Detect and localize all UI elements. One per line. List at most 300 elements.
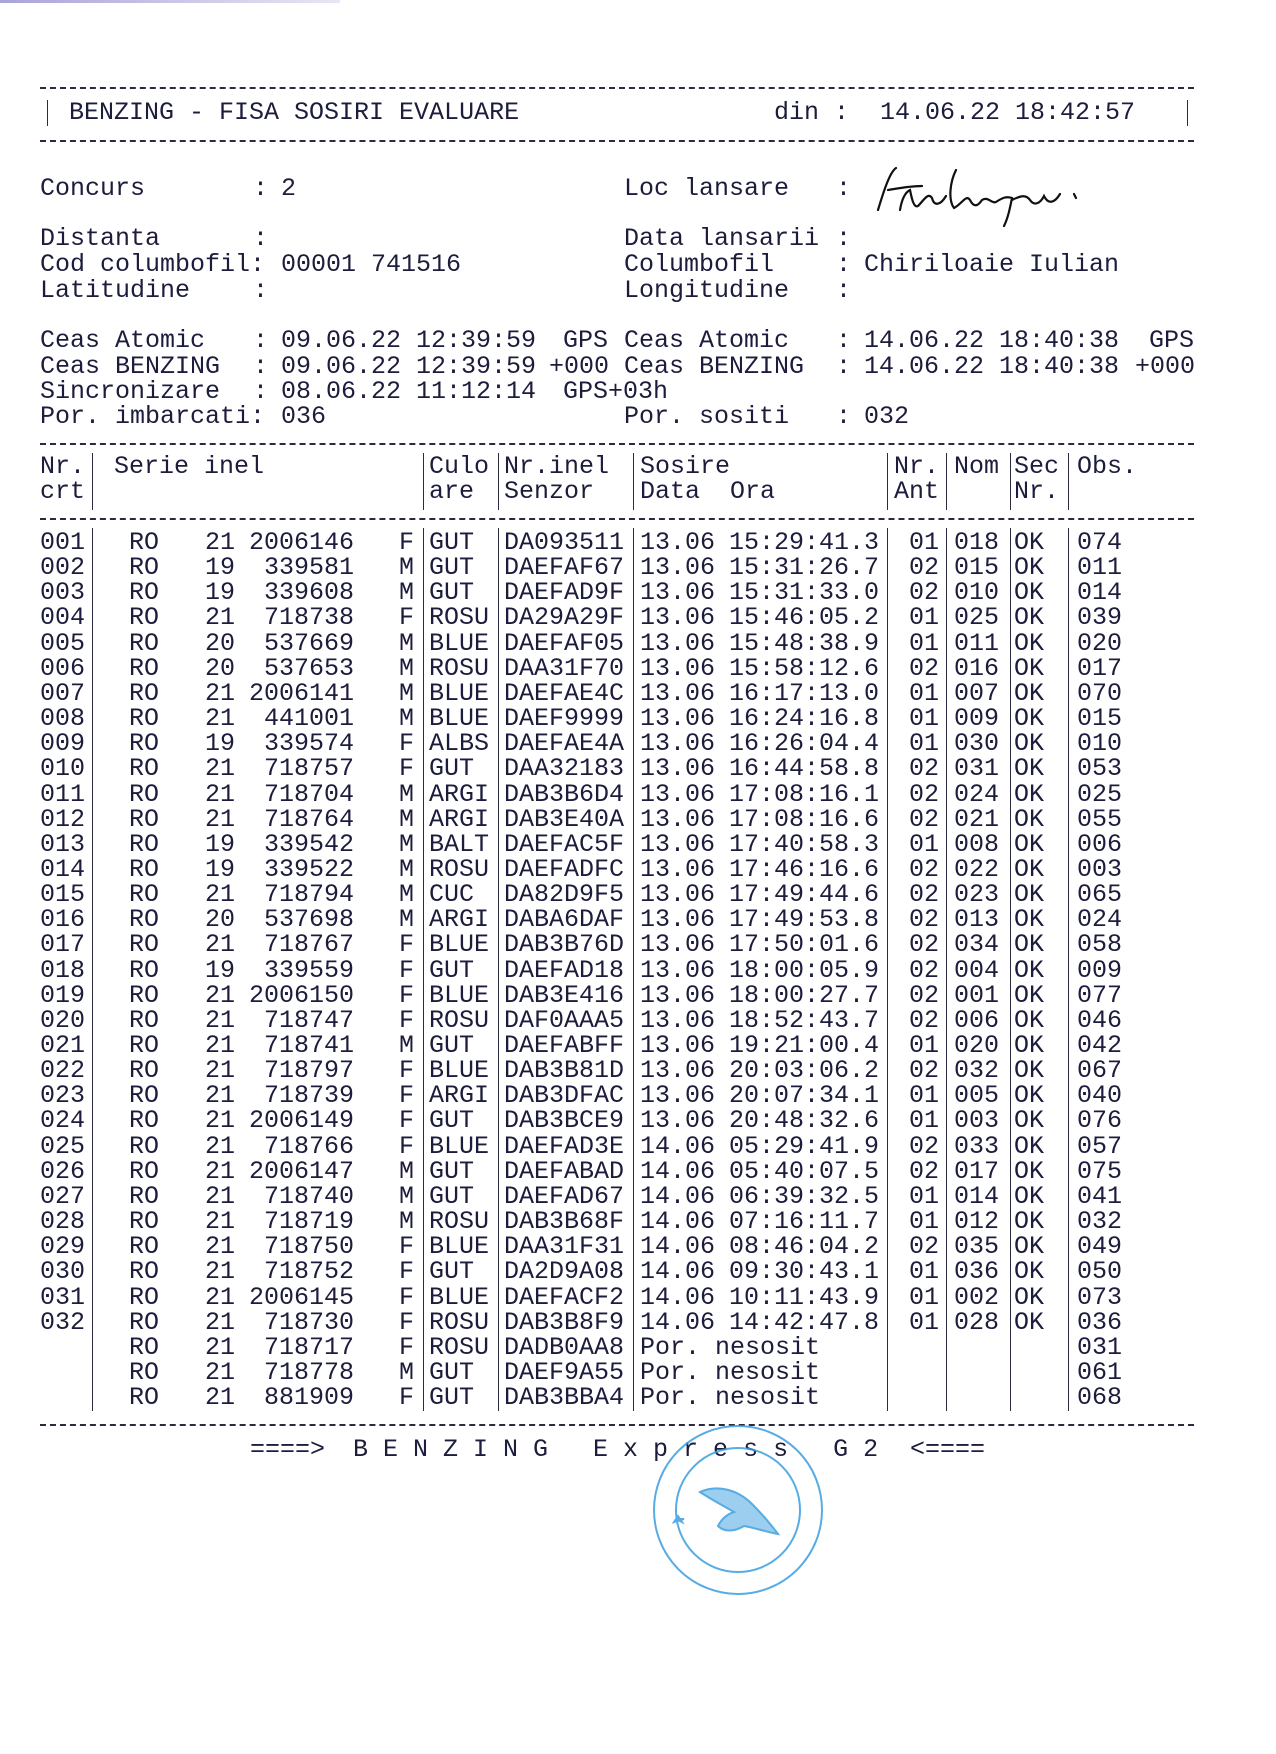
cell-arrival-date: Por. nesosit bbox=[640, 1383, 821, 1413]
divider bbox=[40, 87, 1194, 89]
por-sositi-label: Por. sositi bbox=[624, 402, 790, 431]
column-rule bbox=[92, 528, 93, 1411]
cell-sex: F bbox=[399, 1081, 415, 1111]
cell-year: 21 bbox=[205, 880, 236, 910]
cell-country: RO bbox=[129, 1056, 160, 1086]
colon: : bbox=[836, 352, 852, 381]
cell-nom: 002 bbox=[954, 1282, 1000, 1312]
cell-ring-number: 537698 bbox=[263, 905, 354, 935]
cell-country: RO bbox=[129, 729, 160, 759]
divider bbox=[40, 140, 1194, 142]
cell-nr-crt: 019 bbox=[40, 980, 86, 1010]
cell-nr-crt: 010 bbox=[40, 754, 86, 784]
cell-year: 21 bbox=[205, 1332, 236, 1362]
cell-arrival-date: 13.06 bbox=[640, 704, 716, 734]
cell-nr-ant: 01 bbox=[909, 528, 940, 557]
cell-color: GUT bbox=[429, 578, 475, 608]
cell-country: RO bbox=[129, 704, 160, 734]
cell-arrival-time: 15:29:41.3 bbox=[729, 528, 880, 557]
ceas-benzing-start: 09.06.22 12:39:59 bbox=[281, 352, 537, 381]
colon: : bbox=[836, 224, 852, 253]
cell-arrival-date: 13.06 bbox=[640, 1081, 716, 1111]
cell-arrival-time: 17:49:53.8 bbox=[729, 905, 880, 935]
cell-country: RO bbox=[129, 804, 160, 834]
cell-nr-ant: 02 bbox=[909, 1131, 940, 1161]
ceas-benzing-label: Ceas BENZING bbox=[40, 352, 221, 381]
cell-nr-ant: 01 bbox=[909, 1207, 940, 1237]
cell-arrival-time: 17:46:16.6 bbox=[729, 854, 880, 884]
cell-sec-nr: OK bbox=[1014, 829, 1045, 859]
cell-sensor-ring: DAB3B8F9 bbox=[504, 1307, 625, 1337]
cell-sec-nr: OK bbox=[1014, 1207, 1045, 1237]
cell-obs: 036 bbox=[1077, 1307, 1123, 1337]
sincronizare-suffix: GPS+03h bbox=[563, 377, 669, 406]
divider bbox=[40, 518, 1194, 520]
cell-color: ROSU bbox=[429, 603, 490, 633]
cell-sec-nr: OK bbox=[1014, 653, 1045, 683]
cell-ring-number: 339522 bbox=[263, 854, 354, 884]
cell-sensor-ring: DA29A29F bbox=[504, 603, 625, 633]
cell-color: ALBS bbox=[429, 729, 490, 759]
cell-arrival-time: 17:08:16.6 bbox=[729, 804, 880, 834]
box-edge-right bbox=[1187, 100, 1188, 126]
columbofil-label: Columbofil bbox=[624, 250, 775, 279]
cell-arrival-date: 13.06 bbox=[640, 729, 716, 759]
cell-nr-ant: 01 bbox=[909, 1282, 940, 1312]
cell-nr-crt: 008 bbox=[40, 704, 86, 734]
cell-country: RO bbox=[129, 1257, 160, 1287]
column-rule bbox=[1068, 528, 1069, 1411]
cell-obs: 057 bbox=[1077, 1131, 1123, 1161]
cell-year: 21 bbox=[205, 1207, 236, 1237]
cell-nom: 004 bbox=[954, 955, 1000, 985]
cell-arrival-date: 13.06 bbox=[640, 854, 716, 884]
cell-country: RO bbox=[129, 1156, 160, 1186]
cell-obs: 011 bbox=[1077, 553, 1123, 583]
col-header-nr-inel: Nr.inel bbox=[504, 452, 610, 481]
cell-sec-nr: OK bbox=[1014, 678, 1045, 708]
cell-sensor-ring: DAB3B81D bbox=[504, 1056, 625, 1086]
footer-arrow-left: ====> bbox=[250, 1435, 326, 1464]
cell-year: 21 bbox=[205, 1031, 236, 1060]
cell-ring-number: 718752 bbox=[263, 1257, 354, 1287]
cell-nr-ant: 02 bbox=[909, 578, 940, 608]
cell-color: GUT bbox=[429, 1383, 475, 1413]
ceas-benzing-end-suffix: +000 bbox=[1135, 352, 1196, 381]
cell-country: RO bbox=[129, 528, 160, 557]
por-imbarcati-value: 036 bbox=[281, 402, 327, 431]
cell-obs: 042 bbox=[1077, 1031, 1123, 1060]
cell-sex: F bbox=[399, 729, 415, 759]
cell-arrival-time: 15:48:38.9 bbox=[729, 628, 880, 658]
cell-obs: 065 bbox=[1077, 880, 1123, 910]
column-rule bbox=[946, 453, 947, 510]
cell-country: RO bbox=[129, 578, 160, 608]
cell-nom: 025 bbox=[954, 603, 1000, 633]
cell-sex: M bbox=[399, 553, 415, 583]
cell-country: RO bbox=[129, 955, 160, 985]
cell-arrival-date: 13.06 bbox=[640, 628, 716, 658]
cell-ring-number: 339542 bbox=[263, 829, 354, 859]
cell-ring-number: 718757 bbox=[263, 754, 354, 784]
cell-ring-number: 441001 bbox=[263, 704, 354, 734]
cell-nom: 005 bbox=[954, 1081, 1000, 1111]
cell-sex: M bbox=[399, 880, 415, 910]
cell-sex: M bbox=[399, 829, 415, 859]
cell-sensor-ring: DA82D9F5 bbox=[504, 880, 625, 910]
cell-ring-number: 2006145 bbox=[248, 1282, 354, 1312]
cell-sex: F bbox=[399, 1257, 415, 1287]
cell-color: ARGI bbox=[429, 804, 490, 834]
cell-sensor-ring: DAEFAD3E bbox=[504, 1131, 625, 1161]
cell-arrival-time: 05:29:41.9 bbox=[729, 1131, 880, 1161]
cell-sex: M bbox=[399, 678, 415, 708]
cell-sensor-ring: DAEFACF2 bbox=[504, 1282, 625, 1312]
cell-sensor-ring: DAEFAD18 bbox=[504, 955, 625, 985]
cell-nr-ant: 02 bbox=[909, 779, 940, 809]
cell-nr-ant: 02 bbox=[909, 880, 940, 910]
cell-color: GUT bbox=[429, 1257, 475, 1287]
cell-arrival-date: 13.06 bbox=[640, 678, 716, 708]
sincronizare-label: Sincronizare bbox=[40, 377, 221, 406]
cell-year: 19 bbox=[205, 854, 236, 884]
cell-ring-number: 718704 bbox=[263, 779, 354, 809]
cell-color: GUT bbox=[429, 553, 475, 583]
cell-color: ROSU bbox=[429, 854, 490, 884]
cell-country: RO bbox=[129, 553, 160, 583]
cell-sensor-ring: DAEFABAD bbox=[504, 1156, 625, 1186]
cell-nr-crt: 021 bbox=[40, 1031, 86, 1060]
col-header-nr-ant-2: Ant bbox=[894, 477, 940, 506]
cell-color: ARGI bbox=[429, 779, 490, 809]
colon: : bbox=[836, 276, 852, 305]
cell-nr-crt: 024 bbox=[40, 1106, 86, 1136]
column-rule bbox=[498, 528, 499, 1411]
column-rule bbox=[1010, 528, 1011, 1411]
cell-arrival-date: 14.06 bbox=[640, 1156, 716, 1186]
colon: : bbox=[836, 250, 852, 279]
cell-obs: 055 bbox=[1077, 804, 1123, 834]
ceas-benzing-end: 14.06.22 18:40:38 bbox=[864, 352, 1120, 381]
cell-year: 19 bbox=[205, 578, 236, 608]
cell-country: RO bbox=[129, 880, 160, 910]
cell-sec-nr: OK bbox=[1014, 1181, 1045, 1211]
cell-year: 20 bbox=[205, 628, 236, 658]
cell-nom: 007 bbox=[954, 678, 1000, 708]
cell-arrival-time: 14:42:47.8 bbox=[729, 1307, 880, 1337]
cell-ring-number: 339581 bbox=[263, 553, 354, 583]
cell-nr-crt: 011 bbox=[40, 779, 86, 809]
ceas-atomic-label-right: Ceas Atomic bbox=[624, 326, 790, 355]
cell-sensor-ring: DAEFAF67 bbox=[504, 553, 625, 583]
ceas-atomic-label: Ceas Atomic bbox=[40, 326, 206, 355]
cell-obs: 049 bbox=[1077, 1232, 1123, 1262]
cell-obs: 070 bbox=[1077, 678, 1123, 708]
cell-nom: 016 bbox=[954, 653, 1000, 683]
cell-nr-ant: 01 bbox=[909, 1081, 940, 1111]
cell-ring-number: 718766 bbox=[263, 1131, 354, 1161]
cell-year: 19 bbox=[205, 955, 236, 985]
cell-nr-ant: 01 bbox=[909, 729, 940, 759]
cell-sec-nr: OK bbox=[1014, 804, 1045, 834]
cell-arrival-time: 15:31:33.0 bbox=[729, 578, 880, 608]
cell-ring-number: 718739 bbox=[263, 1081, 354, 1111]
cell-nr-crt: 006 bbox=[40, 653, 86, 683]
cell-sensor-ring: DABA6DAF bbox=[504, 905, 625, 935]
cell-nom: 020 bbox=[954, 1031, 1000, 1060]
cell-nr-ant: 01 bbox=[909, 628, 940, 658]
cell-nr-crt: 017 bbox=[40, 930, 86, 960]
cell-obs: 041 bbox=[1077, 1181, 1123, 1211]
cell-sensor-ring: DAB3B68F bbox=[504, 1207, 625, 1237]
cell-color: ARGI bbox=[429, 1081, 490, 1111]
cell-arrival-date: 13.06 bbox=[640, 880, 716, 910]
cell-arrival-time: 17:08:16.1 bbox=[729, 779, 880, 809]
cell-obs: 073 bbox=[1077, 1282, 1123, 1312]
cell-nom: 023 bbox=[954, 880, 1000, 910]
cell-country: RO bbox=[129, 1207, 160, 1237]
ceas-atomic-start-suffix: GPS bbox=[563, 326, 609, 355]
cell-country: RO bbox=[129, 1131, 160, 1161]
colon: : bbox=[253, 326, 269, 355]
cell-arrival-date: 14.06 bbox=[640, 1307, 716, 1337]
col-header-sosire: Sosire bbox=[640, 452, 731, 481]
cell-year: 21 bbox=[205, 1383, 236, 1413]
ceas-atomic-end-suffix: GPS bbox=[1149, 326, 1195, 355]
cell-sensor-ring: DAA31F31 bbox=[504, 1232, 625, 1262]
cell-nr-ant: 02 bbox=[909, 854, 940, 884]
cell-sec-nr: OK bbox=[1014, 1307, 1045, 1337]
cell-sex: F bbox=[399, 1106, 415, 1136]
cell-ring-number: 718719 bbox=[263, 1207, 354, 1237]
cell-nr-crt: 004 bbox=[40, 603, 86, 633]
cell-arrival-time: 15:58:12.6 bbox=[729, 653, 880, 683]
cell-color: GUT bbox=[429, 1106, 475, 1136]
por-imbarcati-label: Por. imbarcati: bbox=[40, 402, 266, 431]
cell-obs: 039 bbox=[1077, 603, 1123, 633]
cell-sex: F bbox=[399, 1056, 415, 1086]
column-rule bbox=[1068, 453, 1069, 510]
cell-arrival-time: 10:11:43.9 bbox=[729, 1282, 880, 1312]
cell-nr-crt: 001 bbox=[40, 528, 86, 557]
cell-nr-ant: 01 bbox=[909, 678, 940, 708]
column-rule bbox=[633, 528, 634, 1411]
cell-sex: M bbox=[399, 704, 415, 734]
loc-lansare-label: Loc lansare bbox=[624, 174, 790, 203]
cell-sensor-ring: DAA31F70 bbox=[504, 653, 625, 683]
cell-sex: M bbox=[399, 1357, 415, 1387]
cell-sec-nr: OK bbox=[1014, 1282, 1045, 1312]
cell-nr-ant: 02 bbox=[909, 930, 940, 960]
cell-arrival-date: Por. nesosit bbox=[640, 1357, 821, 1387]
column-rule bbox=[423, 453, 424, 510]
cell-ring-number: 339559 bbox=[263, 955, 354, 985]
cell-ring-number: 718794 bbox=[263, 880, 354, 910]
cell-obs: 058 bbox=[1077, 930, 1123, 960]
distanta-label: Distanta bbox=[40, 224, 161, 253]
cell-arrival-time: 16:26:04.4 bbox=[729, 729, 880, 759]
cell-country: RO bbox=[129, 1332, 160, 1362]
cell-ring-number: 718741 bbox=[263, 1031, 354, 1060]
cell-color: ARGI bbox=[429, 905, 490, 935]
cell-nom: 035 bbox=[954, 1232, 1000, 1262]
cell-sec-nr: OK bbox=[1014, 603, 1045, 633]
cell-sensor-ring: DA2D9A08 bbox=[504, 1257, 625, 1287]
col-header-sec-2: Nr. bbox=[1014, 477, 1060, 506]
cell-sec-nr: OK bbox=[1014, 704, 1045, 734]
column-rule bbox=[633, 453, 634, 510]
cell-nr-crt: 028 bbox=[40, 1207, 86, 1237]
cell-nr-crt: 014 bbox=[40, 854, 86, 884]
cell-nr-ant: 02 bbox=[909, 653, 940, 683]
cell-nr-ant: 01 bbox=[909, 1106, 940, 1136]
cell-arrival-time: 16:24:16.8 bbox=[729, 704, 880, 734]
cell-nr-ant: 01 bbox=[909, 704, 940, 734]
cell-country: RO bbox=[129, 829, 160, 859]
cell-color: GUT bbox=[429, 1181, 475, 1211]
cell-ring-number: 339608 bbox=[263, 578, 354, 608]
cell-year: 21 bbox=[205, 1005, 236, 1035]
cell-arrival-date: 14.06 bbox=[640, 1207, 716, 1237]
cell-nom: 015 bbox=[954, 553, 1000, 583]
cell-color: BLUE bbox=[429, 980, 490, 1010]
data-lansarii-label: Data lansarii bbox=[624, 224, 820, 253]
cell-arrival-time: 07:16:11.7 bbox=[729, 1207, 880, 1237]
cell-obs: 053 bbox=[1077, 754, 1123, 784]
cell-arrival-date: 13.06 bbox=[640, 1031, 716, 1060]
cell-color: GUT bbox=[429, 754, 475, 784]
footer-arrow-right: <==== bbox=[910, 1435, 986, 1464]
cell-sec-nr: OK bbox=[1014, 930, 1045, 960]
colon: : bbox=[836, 402, 852, 431]
cell-country: RO bbox=[129, 1031, 160, 1060]
cell-ring-number: 718717 bbox=[263, 1332, 354, 1362]
colon: : bbox=[253, 276, 269, 305]
cell-ring-number: 537653 bbox=[263, 653, 354, 683]
por-sositi-value: 032 bbox=[864, 402, 910, 431]
cell-nr-ant: 01 bbox=[909, 603, 940, 633]
cell-arrival-date: 14.06 bbox=[640, 1131, 716, 1161]
colon: : bbox=[836, 326, 852, 355]
cell-nr-crt: 003 bbox=[40, 578, 86, 608]
cell-nom: 008 bbox=[954, 829, 1000, 859]
cell-country: RO bbox=[129, 754, 160, 784]
cell-sec-nr: OK bbox=[1014, 955, 1045, 985]
cell-nr-crt: 005 bbox=[40, 628, 86, 658]
cell-nr-ant: 02 bbox=[909, 804, 940, 834]
cell-arrival-date: 13.06 bbox=[640, 1005, 716, 1035]
cell-sensor-ring: DAF0AAA5 bbox=[504, 1005, 625, 1035]
cell-color: ROSU bbox=[429, 1207, 490, 1237]
cell-nr-crt: 026 bbox=[40, 1156, 86, 1186]
cell-country: RO bbox=[129, 1383, 160, 1413]
cell-nr-ant: 02 bbox=[909, 1156, 940, 1186]
cell-arrival-date: 13.06 bbox=[640, 578, 716, 608]
cell-arrival-date: 14.06 bbox=[640, 1257, 716, 1287]
cell-sec-nr: OK bbox=[1014, 578, 1045, 608]
cell-color: BLUE bbox=[429, 1232, 490, 1262]
cell-obs: 068 bbox=[1077, 1383, 1123, 1413]
cell-arrival-date: 13.06 bbox=[640, 603, 716, 633]
cell-arrival-date: 13.06 bbox=[640, 905, 716, 935]
cell-nom: 010 bbox=[954, 578, 1000, 608]
cell-arrival-time: 17:50:01.6 bbox=[729, 930, 880, 960]
cell-sensor-ring: DA093511 bbox=[504, 528, 625, 557]
cell-sec-nr: OK bbox=[1014, 1232, 1045, 1262]
cell-year: 21 bbox=[205, 1056, 236, 1086]
cell-color: GUT bbox=[429, 1031, 475, 1060]
cell-sensor-ring: DAB3DFAC bbox=[504, 1081, 625, 1111]
cell-nr-crt: 032 bbox=[40, 1307, 86, 1337]
cell-year: 21 bbox=[205, 980, 236, 1010]
sincronizare-value: 08.06.22 11:12:14 bbox=[281, 377, 537, 406]
scan-edge bbox=[0, 0, 340, 3]
cell-ring-number: 2006150 bbox=[248, 980, 354, 1010]
columbofil-value: Chiriloaie Iulian bbox=[864, 250, 1120, 279]
club-stamp bbox=[648, 1422, 828, 1602]
cell-nr-ant: 01 bbox=[909, 1257, 940, 1287]
cell-arrival-date: 13.06 bbox=[640, 553, 716, 583]
cell-year: 21 bbox=[205, 779, 236, 809]
cell-sex: M bbox=[399, 779, 415, 809]
cell-nr-crt: 009 bbox=[40, 729, 86, 759]
cell-arrival-date: 13.06 bbox=[640, 1106, 716, 1136]
cell-sec-nr: OK bbox=[1014, 628, 1045, 658]
cell-color: GUT bbox=[429, 955, 475, 985]
cell-nr-crt: 025 bbox=[40, 1131, 86, 1161]
ceas-benzing-label-right: Ceas BENZING bbox=[624, 352, 805, 381]
col-header-culoare-1: Culo bbox=[429, 452, 490, 481]
col-header-nom: Nom bbox=[954, 452, 1000, 481]
cell-color: GUT bbox=[429, 528, 475, 557]
cell-country: RO bbox=[129, 854, 160, 884]
cell-obs: 025 bbox=[1077, 779, 1123, 809]
cell-arrival-time: 17:49:44.6 bbox=[729, 880, 880, 910]
cell-obs: 014 bbox=[1077, 578, 1123, 608]
cell-obs: 032 bbox=[1077, 1207, 1123, 1237]
cell-year: 21 bbox=[205, 804, 236, 834]
cell-arrival-date: 14.06 bbox=[640, 1181, 716, 1211]
cell-nr-ant: 02 bbox=[909, 553, 940, 583]
cell-year: 20 bbox=[205, 653, 236, 683]
col-header-culoare-2: are bbox=[429, 477, 475, 506]
cell-sex: F bbox=[399, 1131, 415, 1161]
cell-year: 21 bbox=[205, 678, 236, 708]
cell-arrival-time: 18:00:27.7 bbox=[729, 980, 880, 1010]
cell-sensor-ring: DAEFABFF bbox=[504, 1031, 625, 1060]
cell-nr-ant: 02 bbox=[909, 955, 940, 985]
cell-ring-number: 718750 bbox=[263, 1232, 354, 1262]
cell-nr-ant: 02 bbox=[909, 980, 940, 1010]
cell-nr-crt: 016 bbox=[40, 905, 86, 935]
cell-sensor-ring: DAEFAC5F bbox=[504, 829, 625, 859]
cell-country: RO bbox=[129, 1357, 160, 1387]
cell-arrival-time: 17:40:58.3 bbox=[729, 829, 880, 859]
cell-nr-ant: 02 bbox=[909, 1056, 940, 1086]
cell-country: RO bbox=[129, 1282, 160, 1312]
cell-arrival-time: 08:46:04.2 bbox=[729, 1232, 880, 1262]
cell-country: RO bbox=[129, 1307, 160, 1337]
cell-year: 21 bbox=[205, 754, 236, 784]
cell-sex: F bbox=[399, 528, 415, 557]
cell-year: 19 bbox=[205, 729, 236, 759]
ceas-atomic-start: 09.06.22 12:39:59 bbox=[281, 326, 537, 355]
cell-arrival-time: 15:46:05.2 bbox=[729, 603, 880, 633]
cell-arrival-date: 13.06 bbox=[640, 528, 716, 557]
cell-arrival-time: 19:21:00.4 bbox=[729, 1031, 880, 1060]
cell-ring-number: 2006146 bbox=[248, 528, 354, 557]
cell-sec-nr: OK bbox=[1014, 553, 1045, 583]
